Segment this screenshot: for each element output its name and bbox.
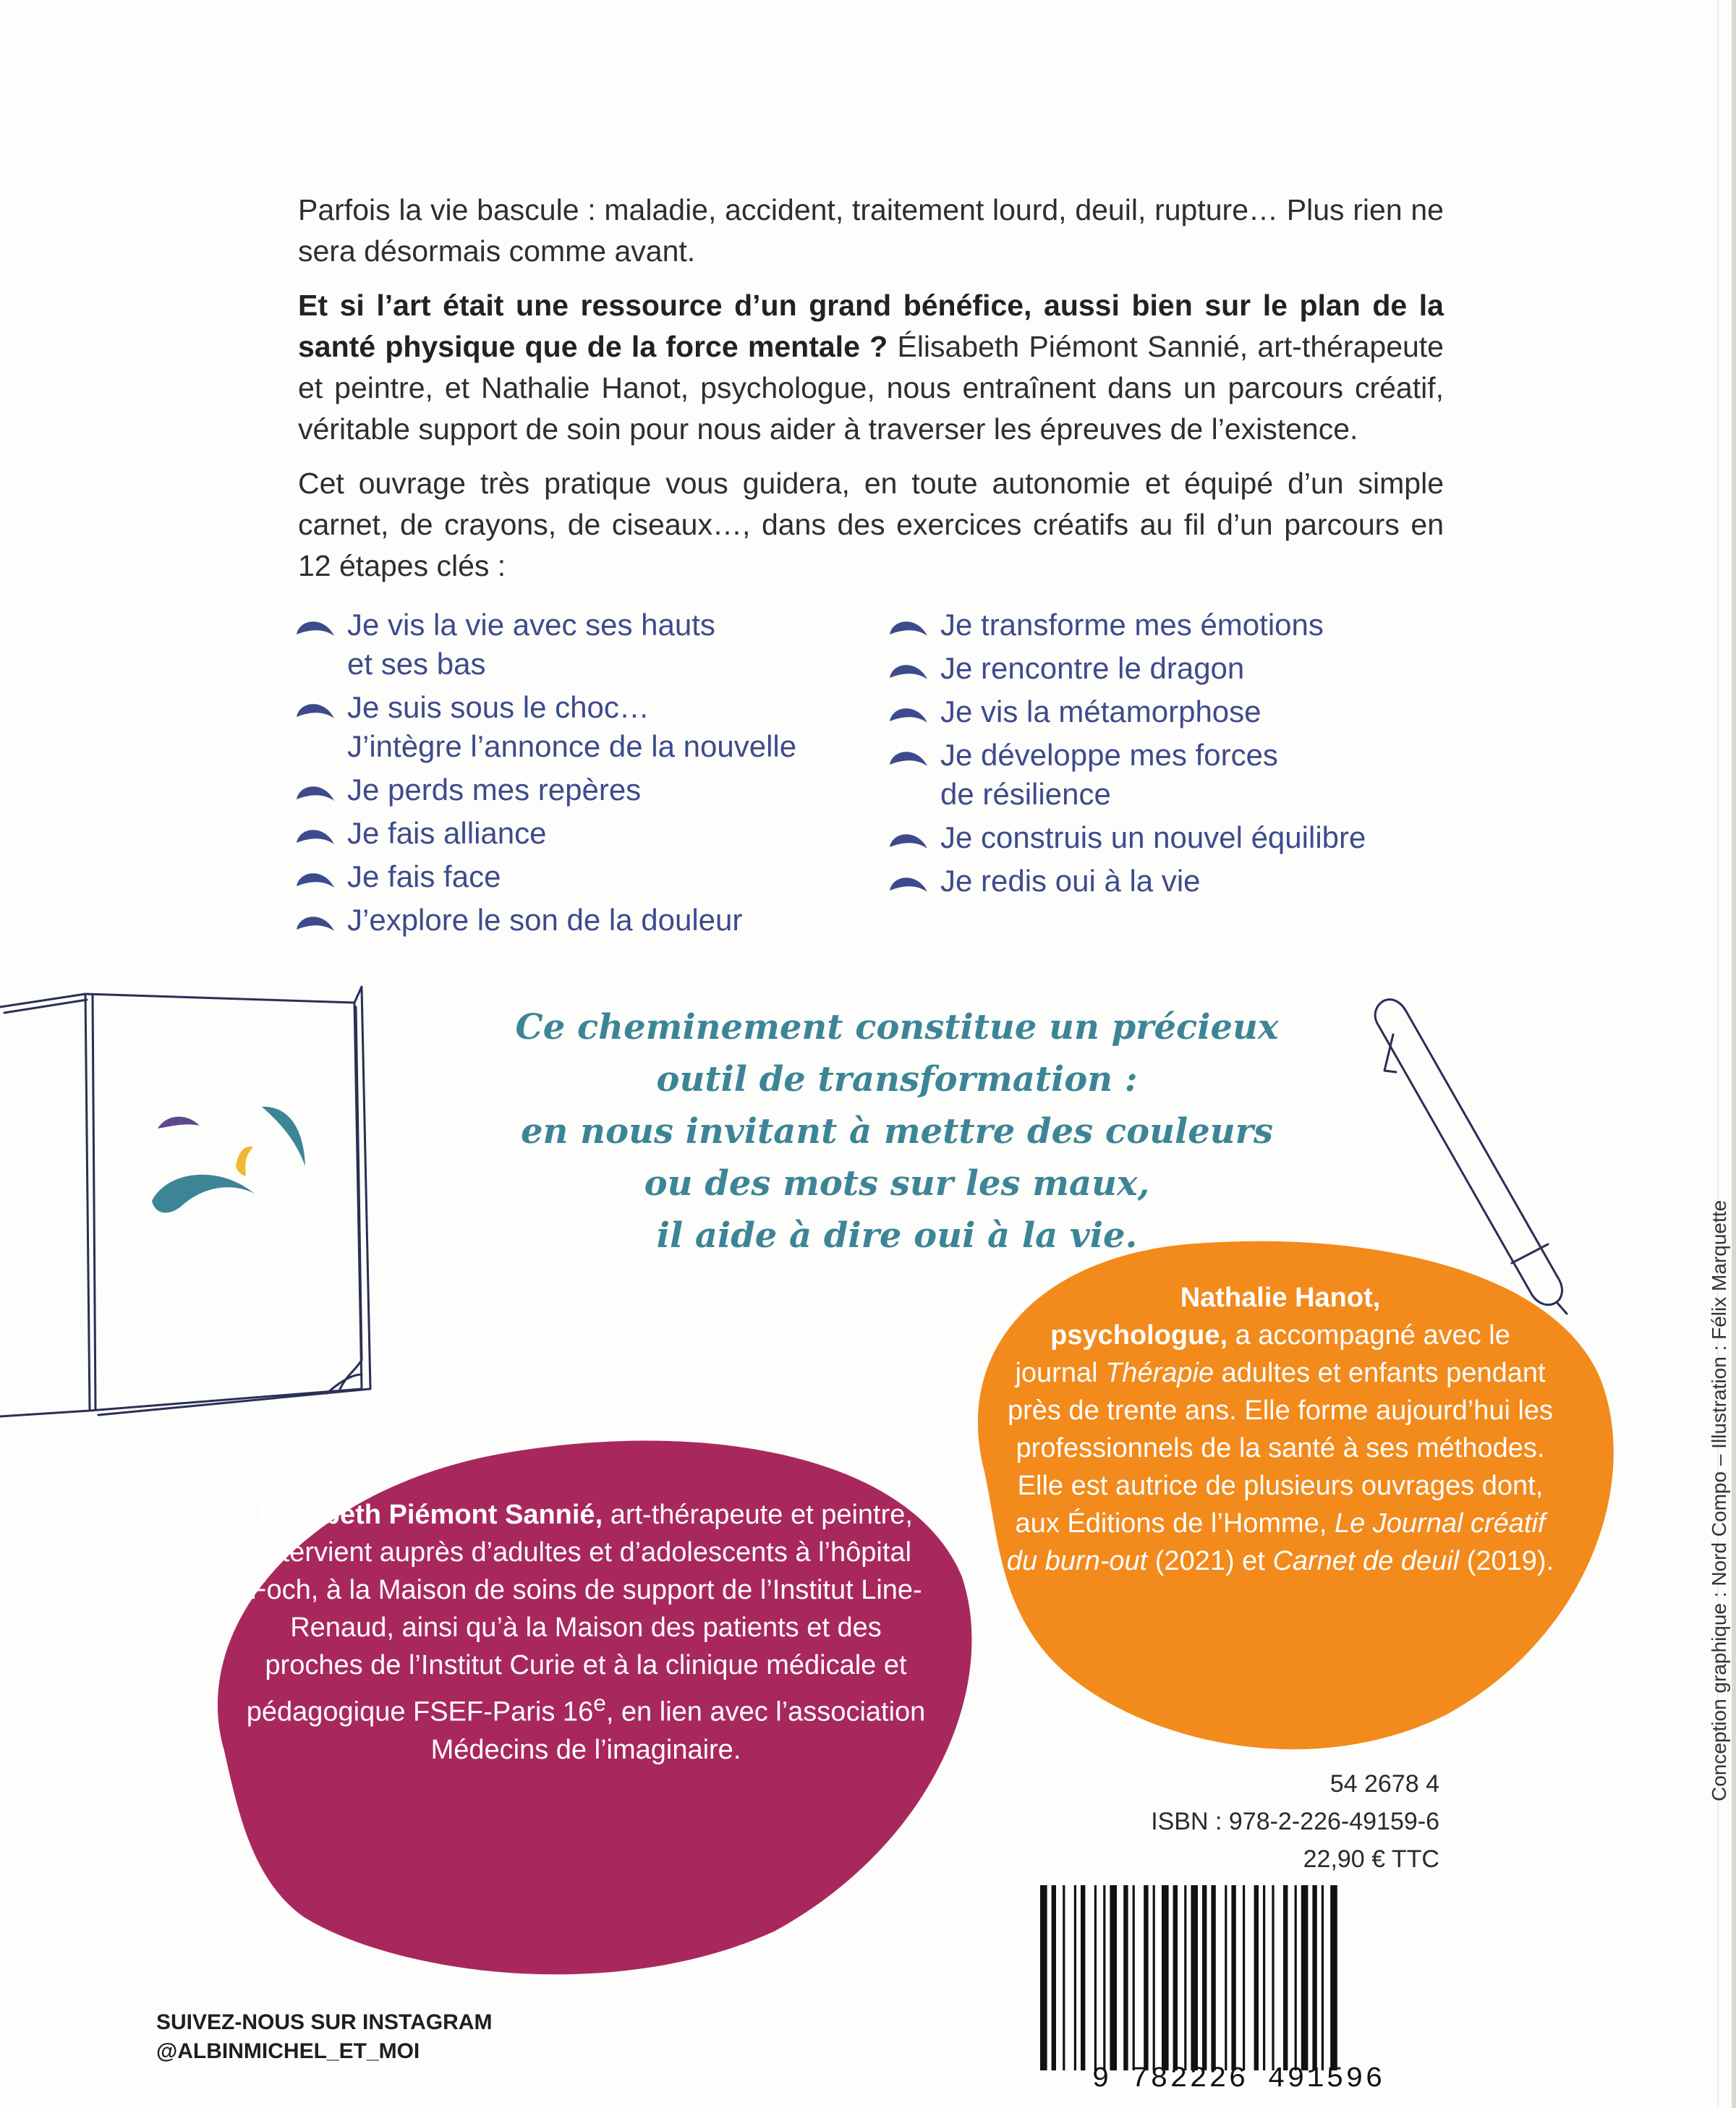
barcode-bar [1301,1885,1309,2070]
step-item [295,770,859,809]
drop-bullet-icon [295,867,336,889]
barcode-bar [1263,1885,1265,2070]
step-line-1: J’explore le son de la douleur [347,903,743,937]
step-line-1: Je perds mes repères [347,773,642,807]
step-line-1: Je construis un nouvel équilibre [940,820,1366,854]
drop-bullet-icon [295,781,336,802]
barcode-bar [1283,1885,1288,2070]
nathalie-bio-text: (2019). [1459,1546,1554,1576]
barcode-bar [1040,1885,1047,2070]
intro-paragraph-1: Parfois la vie bascule : maladie, accident, traitement lourd, deuil, rupture… Plus rien ne sera désormais comme avant. [298,193,1444,268]
step-item [888,605,1481,645]
nathalie-journal-title: Thérapie [1105,1358,1214,1388]
barcode-bar [1153,1885,1155,2070]
barcode-bar [1094,1885,1097,2070]
quote-line: ou des mots sur les maux, [644,1163,1150,1204]
step-item [888,692,1481,731]
barcode-bar [1173,1885,1178,2070]
drop-bullet-icon [888,828,929,850]
step-item [888,736,1481,814]
quote-line: il aide à dire oui à la vie. [656,1215,1138,1256]
step-item [888,818,1481,857]
barcode-bar [1074,1885,1076,2070]
barcode-bar [1123,1885,1128,2070]
step-line-1: Je vis la métamorphose [940,694,1261,728]
barcode-bar [1133,1885,1135,2070]
quote-line: Ce cheminement constitue un précieux [515,1007,1279,1047]
intro-bold-question: Et si l’art était une ressource d’un grand bénéfice, aussi bien sur le plan de la santé physique que de la force mentale ? [298,289,1444,363]
instagram-handle: @ALBINMICHEL_ET_MOI [156,2039,420,2063]
barcode-bar [1162,1885,1169,2070]
barcode-bar [1144,1885,1148,2070]
elisabeth-superscript: e [593,1690,606,1716]
quote-line: outil de transformation : [656,1059,1138,1100]
step-line-2: de résilience [940,777,1111,811]
nathalie-book-1: Le Journal créatif du burn-out [1006,1508,1546,1576]
drop-bullet-icon [888,702,929,724]
drop-bullet-icon [295,616,336,637]
barcode-bar [1231,1885,1235,2070]
step-line-1: Je redis oui à la vie [940,864,1201,898]
drop-bullet-icon [295,824,336,846]
barcode-bar [1322,1885,1324,2070]
barcode-bar [1211,1885,1215,2070]
step-line-2: J’intègre l’annonce de la nouvelle [347,729,797,763]
nathalie-bio [1005,1279,1555,1580]
barcode-bar [1272,1885,1274,2070]
steps-list-left [295,605,859,944]
nathalie-bio-text: a accompagné avec le journal [1015,1320,1510,1388]
step-item [295,814,859,853]
elisabeth-bio-text: , en lien avec l’association Médecins de l’imaginaire. [430,1696,926,1765]
book-codes [1099,1765,1439,1878]
barcode-bar [1184,1885,1186,2070]
barcode-number: 9 782226 491596 [1092,2063,1385,2096]
step-line-1: Je rencontre le dragon [940,651,1245,685]
drop-bullet-icon [295,698,336,720]
barcode-bar [1243,1885,1245,2070]
barcode-bar [1191,1885,1198,2070]
elisabeth-bio [239,1496,933,1769]
isbn: ISBN : 978-2-226-49159-6 [1151,1808,1439,1835]
nathalie-name: Nathalie Hanot, [1180,1283,1381,1313]
step-item [295,857,859,896]
product-code: 54 2678 4 [1329,1770,1439,1798]
step-item [295,688,859,766]
nathalie-book-2: Carnet de deuil [1272,1546,1460,1576]
step-line-1: Je vis la vie avec ses hauts [347,608,715,642]
intro-paragraph-2 [298,285,1444,450]
step-line-1: Je suis sous le choc… [347,690,650,724]
page-edge [1732,0,1736,2108]
barcode-bar [1225,1885,1227,2070]
step-item [888,862,1481,901]
drop-bullet-icon [888,616,929,637]
nathalie-bio-text: adultes et enfants pendant près de trente ans. Elle forme aujourd’hui les professionnels de la santé à ses méthodes. Elle est autrice de plusieurs ouvrages dont, aux Éditions de l’Homme, [1007,1358,1554,1539]
intro-text [298,190,1444,600]
nathalie-role: psychologue, [1050,1320,1228,1351]
barcode-bar [1254,1885,1259,2070]
drop-bullet-icon [888,659,929,681]
drop-bullet-icon [888,746,929,768]
nathalie-bio-text: (2021) et [1147,1546,1273,1576]
credits-vertical: Conception graphique : Nord Compo – Illustration : Félix Marquette [1708,1199,1730,1801]
barcode-bar [1063,1885,1065,2070]
step-line-2: et ses bas [347,647,486,681]
step-item [295,901,859,940]
drop-bullet-icon [888,872,929,893]
barcode-bar [1330,1885,1337,2070]
barcode-bar [1103,1885,1105,2070]
barcode-bar [1312,1885,1316,2070]
drop-bullet-icon [295,911,336,932]
barcode-bar [1295,1885,1297,2070]
elisabeth-bio-text: art-thérapeute et peintre, intervient auprès d’adultes et d’adolescents à l’hôpital Foch, à la Maison de soins de support de l’Institut Line-Renaud, ainsi qu’à la Maison des patients et des proches de l’Institut Curie et à la clinique médicale et pédagogique FSEF-Paris 16 [246,1500,922,1727]
barcode-bar [1081,1885,1085,2070]
step-line-1: Je fais face [347,859,501,893]
instagram-callout [156,2008,492,2066]
quote-line: en nous invitant à mettre des couleurs [521,1111,1273,1152]
barcode-bar [1110,1885,1117,2070]
quote-text [463,1001,1331,1262]
step-line-1: Je transforme mes émotions [940,608,1324,642]
barcode-bar [1052,1885,1056,2070]
step-item [888,649,1481,688]
barcode-icon [1036,1885,1441,2070]
steps-list-right [888,605,1481,905]
step-line-1: Je fais alliance [347,816,547,850]
instagram-line-1: SUIVEZ-NOUS SUR INSTAGRAM [156,2010,493,2034]
barcode-bar [1202,1885,1207,2070]
price: 22,90 € TTC [1303,1845,1439,1873]
intro-paragraph-2-rest: Élisabeth Piémont Sannié, art-thérapeute et peintre, et Nathalie Hanot, psychologue, nous entraînent dans un parcours créatif, véritable support de soin pour nous aider à traverser les épreuves de l’existence. [298,330,1444,446]
step-line-1: Je développe mes forces [940,738,1278,772]
step-item [295,605,859,684]
elisabeth-name: Élisabeth Piémont Sannié, [259,1500,603,1530]
notebook-illustration [0,984,405,1418]
intro-paragraph-3: Cet ouvrage très pratique vous guidera, en toute autonomie et équipé d’un simple carnet, de crayons, de ciseaux…, dans des exercices créatifs au fil d’un parcours en 12 étapes clés : [298,467,1444,582]
